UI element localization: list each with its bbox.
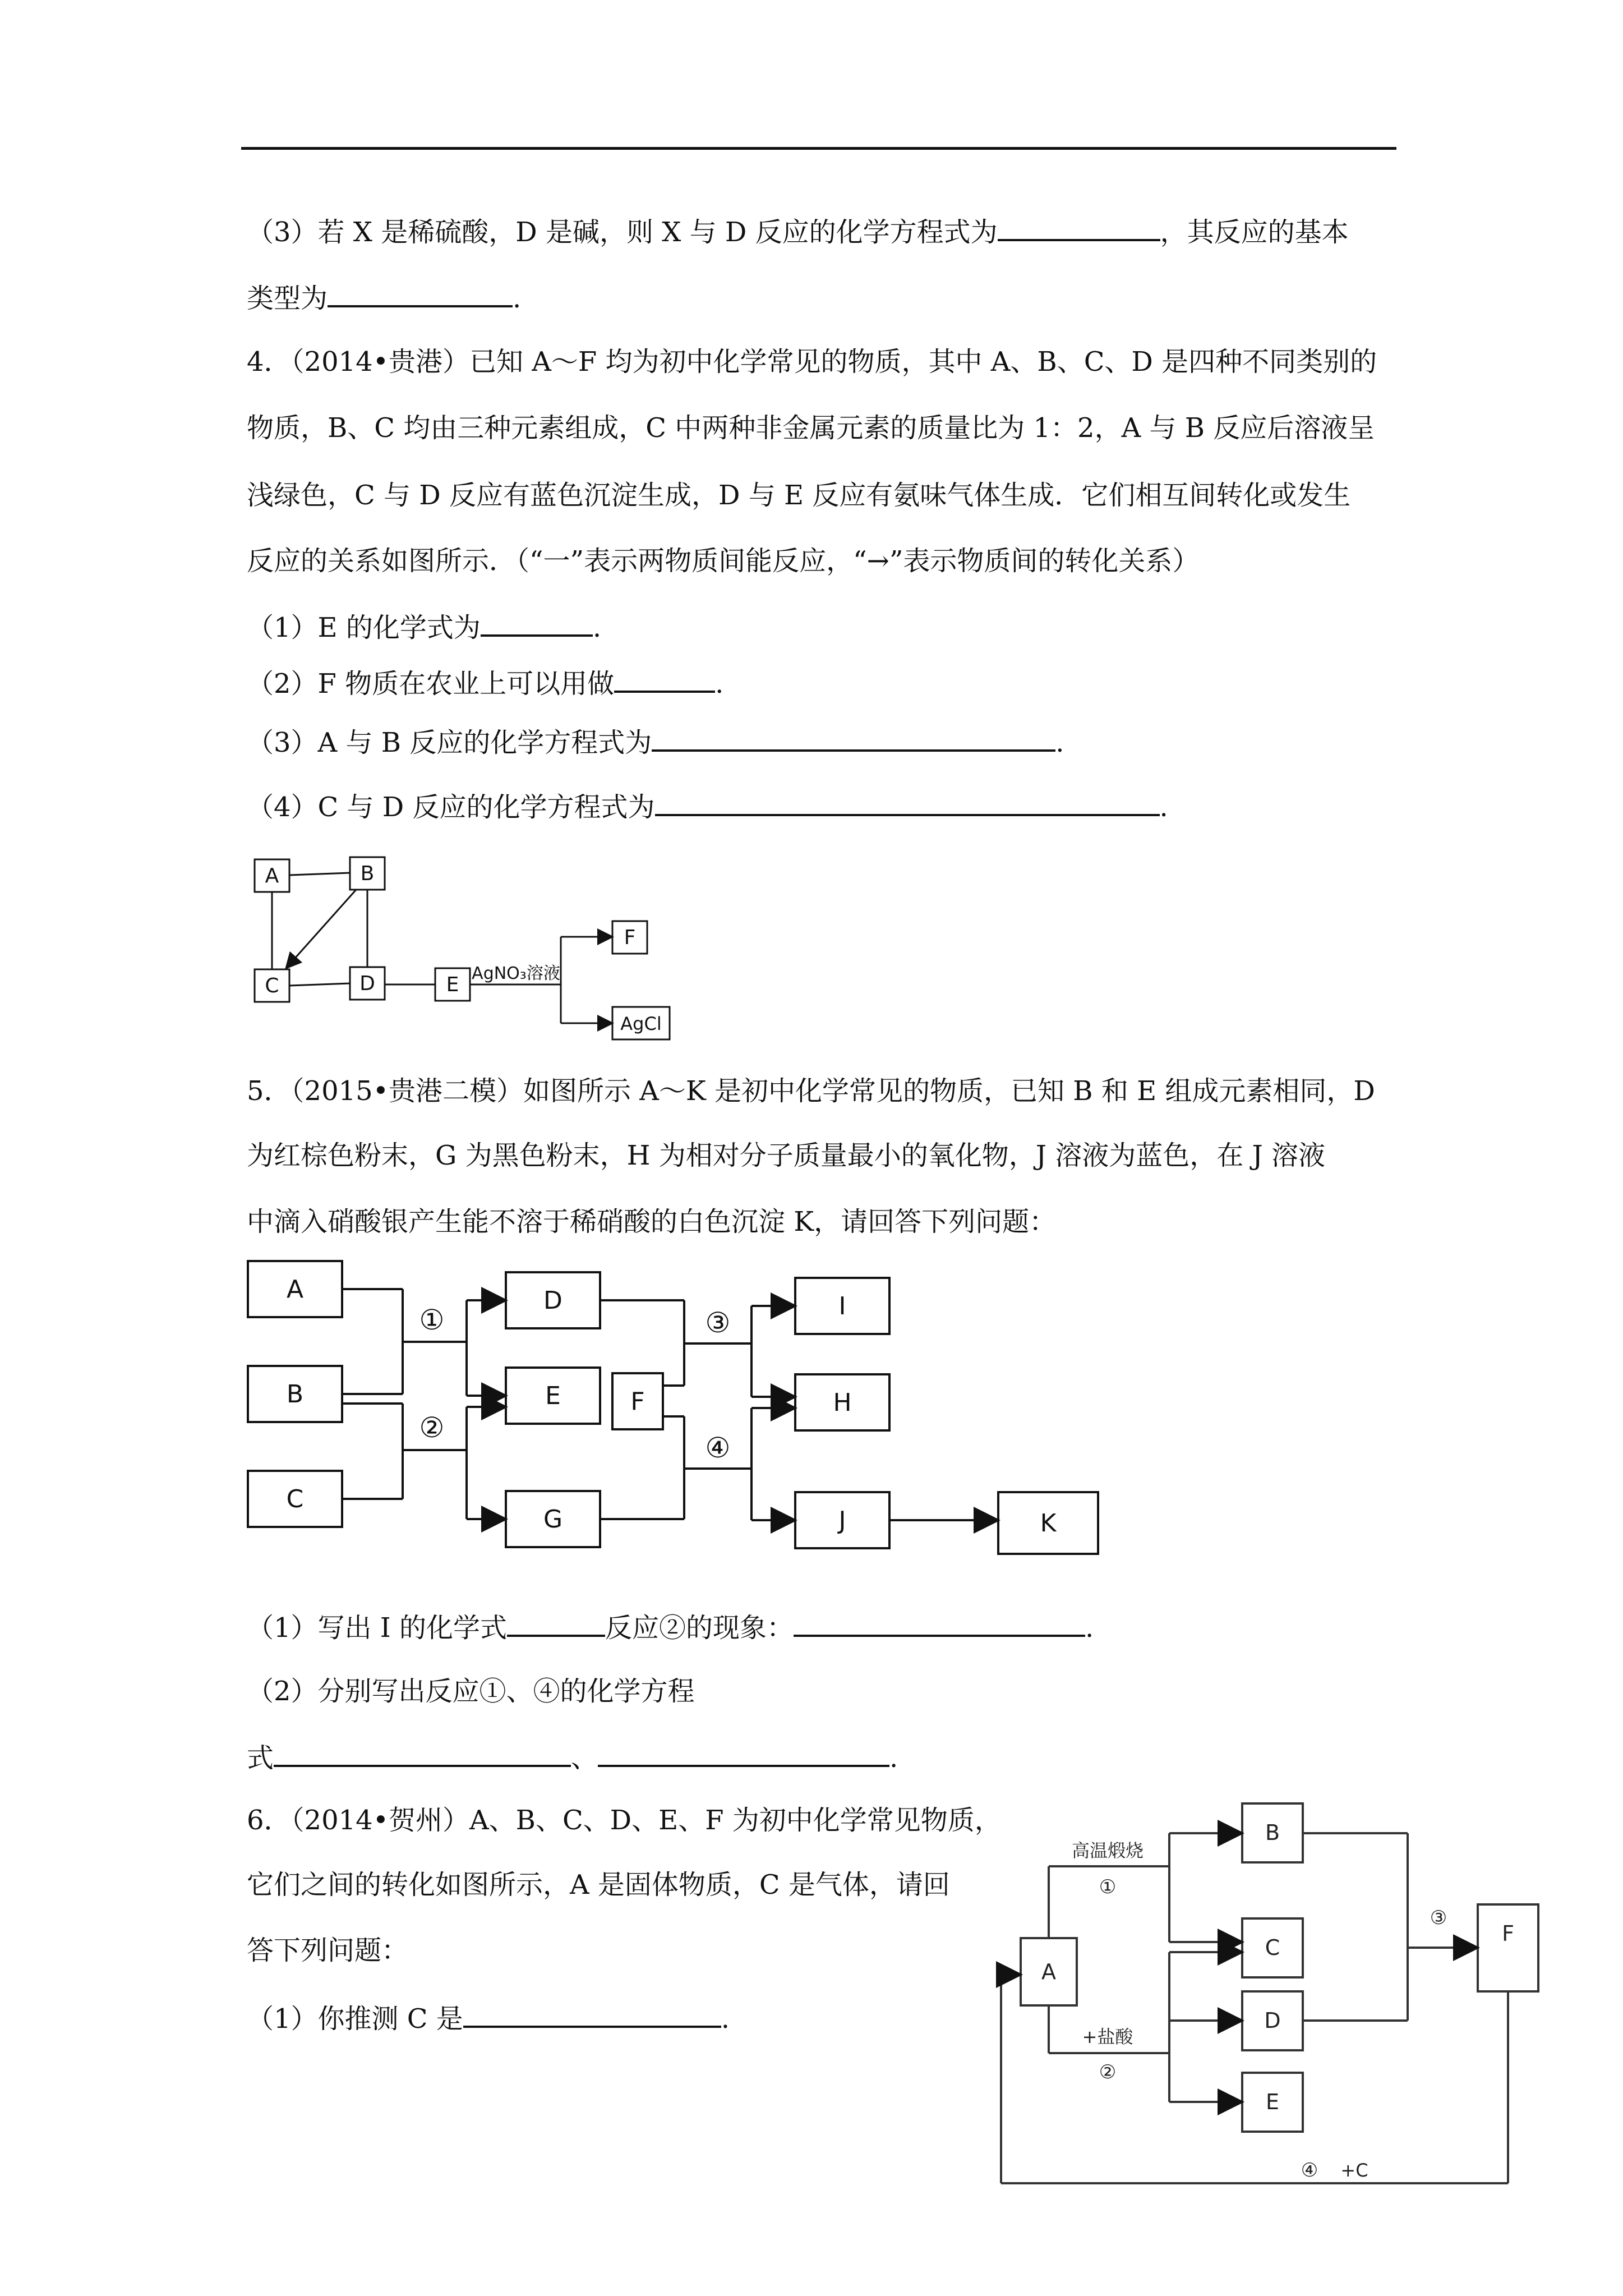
- header-rule: [241, 147, 1396, 150]
- node-c: C: [286, 1485, 304, 1513]
- period: .: [721, 2003, 730, 2035]
- q6-stem-line: 6．（2014•贺州）A、B、C、D、E、F 为初中化学常见物质，: [247, 1805, 1002, 1836]
- reaction-4-label: ④: [705, 1432, 731, 1464]
- link-a-b: [289, 873, 350, 875]
- q5-diagram: [247, 1257, 1110, 1571]
- reaction-3-label: ③: [705, 1306, 731, 1339]
- q4-sub3: [247, 724, 1064, 760]
- label-reaction-1: ①: [1099, 1876, 1117, 1898]
- separator: 、: [571, 1742, 598, 1774]
- q5-sub2-line2: [247, 1739, 898, 1775]
- q3-part3-text-c: 类型为: [247, 283, 328, 314]
- period: .: [1085, 1612, 1094, 1644]
- period: .: [715, 668, 724, 700]
- node-f: F: [1502, 1921, 1514, 1946]
- q3-part3-line: [247, 213, 1349, 249]
- answer-blank[interactable]: [507, 1609, 605, 1637]
- answer-blank[interactable]: [652, 724, 1055, 752]
- node-k: K: [1040, 1509, 1057, 1538]
- label-reaction-3: ③: [1430, 1907, 1447, 1929]
- node-e: E: [1265, 2090, 1280, 2114]
- node-f: F: [624, 926, 636, 949]
- label-hcl: +盐酸: [1082, 2026, 1133, 2047]
- node-g: G: [543, 1505, 563, 1534]
- label-high-temp: 高温煅烧: [1071, 1840, 1144, 1861]
- q3-part3-text-a: （3）若 X 是稀硫酸，D 是碱，则 X 与 D 反应的化学方程式为: [247, 217, 998, 248]
- q5-sub1-text-a: （1）写出 I 的化学式: [247, 1612, 508, 1644]
- q4-sub1: [247, 609, 601, 645]
- answer-blank[interactable]: [794, 1609, 1085, 1637]
- node-e: E: [545, 1382, 561, 1410]
- answer-blank[interactable]: [614, 665, 715, 693]
- node-f-box: [1478, 1904, 1538, 1991]
- answer-blank[interactable]: [655, 788, 1160, 816]
- link-c-d: [289, 983, 350, 986]
- q4-stem-line: 物质，B、C 均由三种元素组成，C 中两种非金属元素的质量比为 1：2，A 与 B 反应后溶液呈: [247, 412, 1375, 444]
- q4-stem-line: 反应的关系如图所示．（“一”表示两物质间能反应，“→”表示物质间的转化关系）: [247, 545, 1200, 577]
- answer-blank[interactable]: [274, 1739, 571, 1767]
- node-a: A: [1041, 1959, 1056, 1984]
- period: .: [1159, 792, 1168, 823]
- q3-part3-line2: [247, 279, 521, 315]
- answer-blank[interactable]: [328, 279, 513, 307]
- node-f: F: [630, 1387, 645, 1416]
- node-b: B: [1265, 1820, 1280, 1845]
- answer-blank[interactable]: [463, 2000, 721, 2028]
- q4-sub2-text: （2）F 物质在农业上可以用做: [247, 668, 615, 700]
- node-c: C: [265, 974, 279, 997]
- label-plus-c: +C: [1340, 2160, 1368, 2181]
- q5-sub2-text-b: 式: [247, 1742, 274, 1774]
- label-reaction-4: ④: [1301, 2159, 1318, 2182]
- q6-sub1-text: （1）你推测 C 是: [247, 2003, 463, 2035]
- reaction-2-label: ②: [419, 1411, 445, 1444]
- reagent-label: AgNO₃溶液: [472, 964, 560, 983]
- q6-stem-line: 答下列问题：: [247, 1935, 409, 1966]
- node-d: D: [543, 1286, 562, 1315]
- node-b: B: [360, 862, 375, 885]
- node-d: D: [1264, 2008, 1281, 2033]
- node-a: A: [286, 1275, 304, 1304]
- q4-sub3-text: （3）A 与 B 反应的化学方程式为: [247, 727, 652, 758]
- node-j: J: [838, 1506, 846, 1535]
- q5-sub1: [247, 1609, 1094, 1645]
- node-i: I: [838, 1292, 846, 1320]
- period: .: [889, 1742, 898, 1774]
- node-a: A: [265, 864, 279, 887]
- period: .: [513, 283, 522, 314]
- q5-sub2: （2）分别写出反应①、④的化学方程: [247, 1676, 695, 1707]
- q5-stem-line: 中滴入硝酸银产生能不溶于稀硝酸的白色沉淀 K，请回答下列问题：: [247, 1206, 1057, 1237]
- answer-blank[interactable]: [598, 1739, 889, 1767]
- node-c: C: [1265, 1935, 1280, 1960]
- node-b: B: [286, 1380, 304, 1409]
- q4-diagram: [247, 847, 707, 1055]
- q6-stem-line: 它们之间的转化如图所示，A 是固体物质，C 是气体，请回: [247, 1869, 950, 1901]
- q5-stem-line: 为红棕色粉末，G 为黑色粉末，H 为相对分子质量最小的氧化物，J 溶液为蓝色，在 J 溶液: [247, 1140, 1325, 1171]
- label-reaction-2: ②: [1099, 2061, 1117, 2083]
- q4-sub4: [247, 788, 1168, 824]
- q4-sub2: [247, 665, 723, 701]
- answer-blank[interactable]: [481, 609, 593, 637]
- node-h: H: [833, 1388, 852, 1417]
- period: .: [1055, 727, 1064, 758]
- q3-part3-text-b: ，其反应的基本: [1160, 217, 1349, 248]
- q4-stem-line: 4．（2014•贵港）已知 A～F 均为初中化学常见的物质，其中 A、B、C、D 是四种不同类别的: [247, 346, 1377, 378]
- reaction-1-label: ①: [419, 1304, 445, 1336]
- q5-sub1-text-b: 反应②的现象：: [605, 1612, 794, 1644]
- q4-stem-line: 浅绿色，C 与 D 反应有蓝色沉淀生成，D 与 E 反应有氨味气体生成．它们相互间转化或发生: [247, 480, 1351, 511]
- q5-stem-line: 5．（2015•贵港二模）如图所示 A～K 是初中化学常见的物质，已知 B 和 E 组成元素相同，D: [247, 1075, 1375, 1107]
- arrow-b-c: [286, 890, 356, 968]
- q4-sub1-text: （1）E 的化学式为: [247, 612, 481, 643]
- q4-sub4-text: （4）C 与 D 反应的化学方程式为: [247, 792, 655, 823]
- node-agcl: AgCl: [620, 1013, 662, 1034]
- q6-sub1: [247, 2000, 730, 2036]
- node-e: E: [446, 973, 459, 996]
- q6-diagram: [995, 1784, 1556, 2193]
- node-d: D: [359, 972, 375, 995]
- answer-blank[interactable]: [998, 213, 1160, 241]
- period: .: [592, 612, 602, 643]
